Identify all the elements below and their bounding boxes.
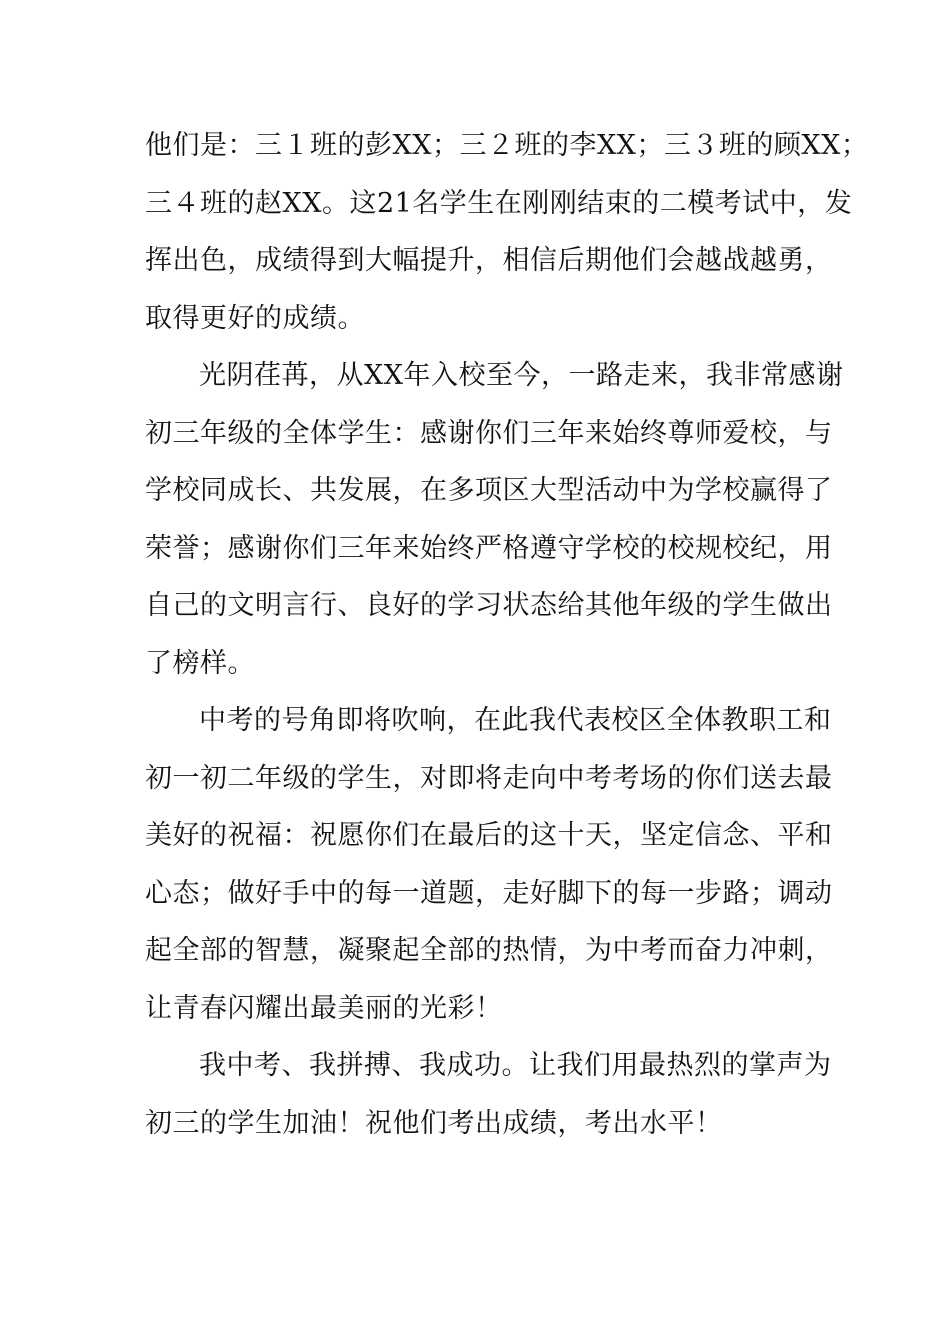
text-line: 挥出色，成绩得到大幅提升，相信后期他们会越战越勇， bbox=[145, 245, 833, 276]
text-line: 心态；做好手中的每一道题，走好脚下的每一步路；调动 bbox=[145, 877, 833, 909]
paragraph-3 bbox=[145, 692, 833, 1037]
text-line: 初三年级的全体学生：感谢你们三年来始终尊师爱校，与 bbox=[145, 417, 833, 449]
text-line: 他们是：三１班的彭XX；三２班的李XX；三３班的顾XX； bbox=[145, 130, 869, 161]
text-line: 我中考、我拼搏、我成功。让我们用最热烈的掌声为 bbox=[199, 1050, 832, 1081]
text-line: 三４班的赵XX。这21名学生在刚刚结束的二模考试中，发 bbox=[145, 187, 853, 219]
document-body bbox=[145, 117, 869, 1152]
text-line: 了榜样。 bbox=[145, 647, 255, 679]
text-line: 让青春闪耀出最美丽的光彩！ bbox=[145, 992, 503, 1024]
paragraph-1 bbox=[145, 117, 869, 347]
text-line: 荣誉；感谢你们三年来始终严格遵守学校的校规校纪，用 bbox=[145, 532, 833, 564]
paragraph-2 bbox=[145, 347, 844, 692]
text-line: 自己的文明言行、良好的学习状态给其他年级的学生做出 bbox=[145, 590, 833, 621]
text-line: 取得更好的成绩。 bbox=[145, 302, 365, 334]
text-line: 光阴荏苒，从XX年入校至今，一路走来，我非常感谢 bbox=[199, 360, 844, 391]
text-line: 学校同成长、共发展，在多项区大型活动中为学校赢得了 bbox=[145, 475, 833, 506]
text-line: 初一初二年级的学生，对即将走向中考考场的你们送去最 bbox=[145, 762, 833, 794]
paragraph-4 bbox=[145, 1037, 832, 1152]
text-line: 起全部的智慧，凝聚起全部的热情，为中考而奋力冲刺， bbox=[145, 935, 833, 966]
text-line: 中考的号角即将吹响，在此我代表校区全体教职工和 bbox=[199, 705, 832, 736]
text-line: 初三的学生加油！祝他们考出成绩，考出水平！ bbox=[145, 1107, 723, 1139]
text-line: 美好的祝福：祝愿你们在最后的这十天，坚定信念、平和 bbox=[145, 820, 833, 851]
